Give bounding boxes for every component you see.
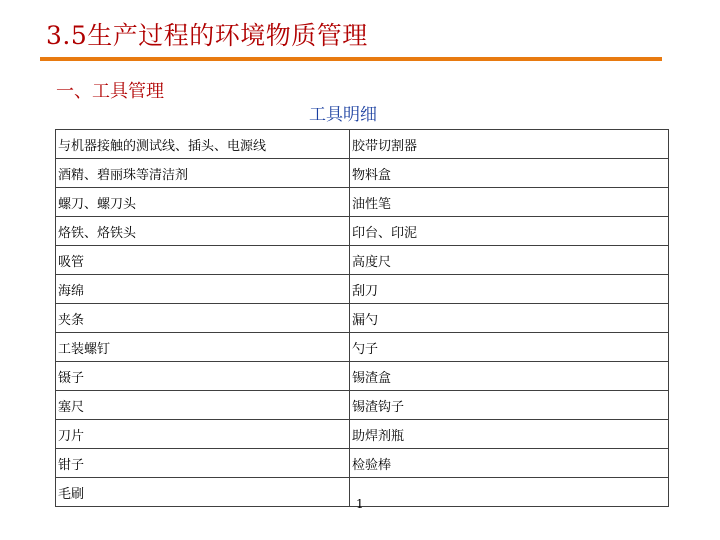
table-row (56, 449, 669, 478)
table-cell: 吸管 (56, 246, 350, 275)
table-cell: 勺子 (350, 333, 669, 362)
table-cell: 物料盒 (350, 159, 669, 188)
table-row (56, 246, 669, 275)
title-underline (40, 57, 662, 61)
section-heading: 一、工具管理 (56, 81, 164, 102)
table-cell: 助焊剂瓶 (350, 420, 669, 449)
table-caption: 工具明细 (309, 105, 377, 125)
table-cell: 酒精、碧丽珠等清洁剂 (56, 159, 350, 188)
table-cell: 漏勺 (350, 304, 669, 333)
table-cell: 夹条 (56, 304, 350, 333)
tools-table (55, 129, 669, 507)
table-cell: 镊子 (56, 362, 350, 391)
table-cell: 烙铁、烙铁头 (56, 217, 350, 246)
table-cell: 刮刀 (350, 275, 669, 304)
table-cell: 印台、印泥 (350, 217, 669, 246)
table-cell: 检验棒 (350, 449, 669, 478)
table-row (56, 275, 669, 304)
table-cell: 螺刀、螺刀头 (56, 188, 350, 217)
table-cell: 工装螺钉 (56, 333, 350, 362)
table-row (56, 333, 669, 362)
table-cell (350, 478, 669, 507)
table-cell: 锡渣钩子 (350, 391, 669, 420)
table-cell: 高度尺 (350, 246, 669, 275)
table-row (56, 420, 669, 449)
slide-title: 3.5生产过程的环境物质管理 (46, 21, 368, 50)
table-cell: 与机器接触的测试线、插头、电源线 (56, 130, 350, 159)
table-cell: 毛刷 (56, 478, 350, 507)
table-cell: 刀片 (56, 420, 350, 449)
table-row (56, 159, 669, 188)
table-cell: 塞尺 (56, 391, 350, 420)
table-cell: 胶带切割器 (350, 130, 669, 159)
table-cell: 油性笔 (350, 188, 669, 217)
table-cell: 锡渣盒 (350, 362, 669, 391)
table-row (56, 130, 669, 159)
page-number: 1 (356, 497, 364, 511)
table-row (56, 217, 669, 246)
table-row (56, 362, 669, 391)
table-row (56, 391, 669, 420)
tools-table-body (56, 130, 669, 507)
table-cell: 海绵 (56, 275, 350, 304)
table-row (56, 188, 669, 217)
table-cell: 钳子 (56, 449, 350, 478)
table-row (56, 304, 669, 333)
